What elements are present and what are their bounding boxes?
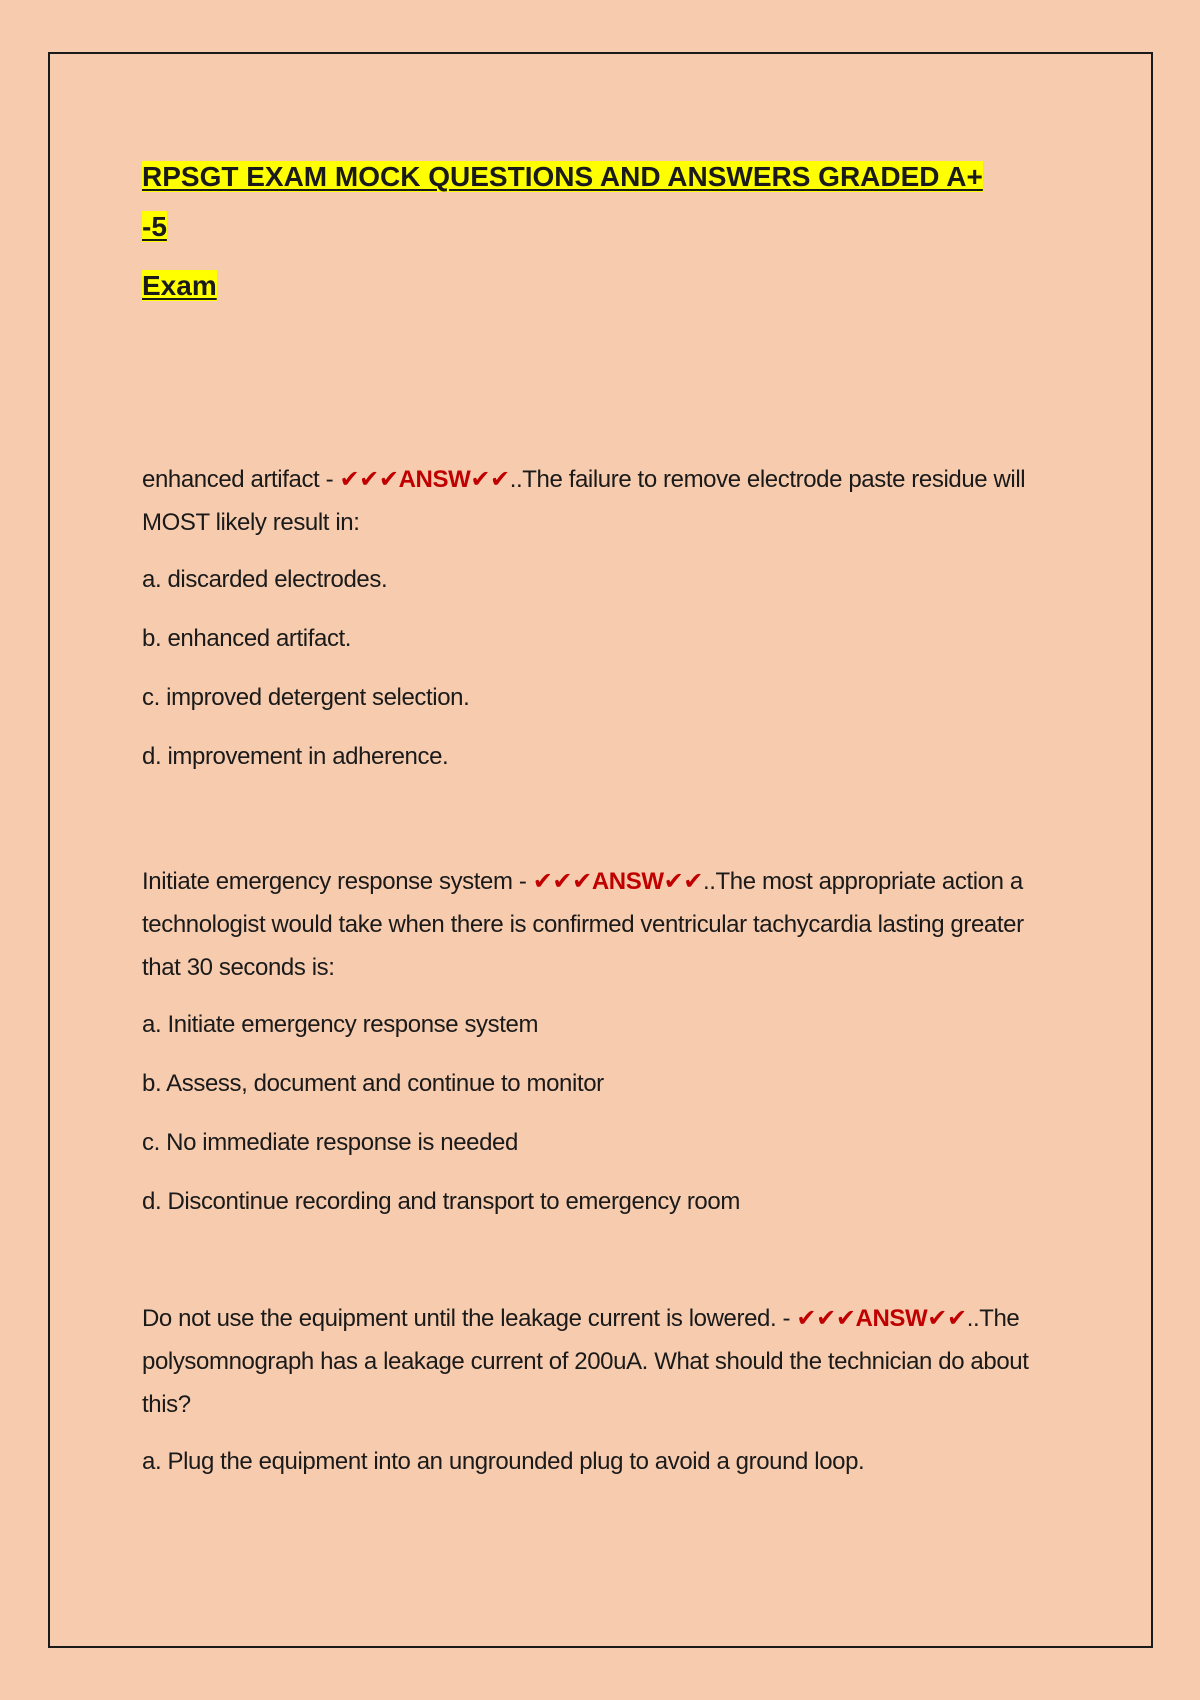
title-line-2: -5 [142, 211, 167, 242]
document-title [142, 152, 1062, 252]
option-item: d. improvement in adherence. [142, 743, 449, 770]
question-text [142, 860, 1062, 989]
question-block [142, 458, 1062, 778]
question-prompt: ..The failure to remove electrode paste residue will MOST likely result in: [142, 466, 1026, 536]
answer-marker: ✔✔✔ANSW✔✔ [796, 1305, 967, 1332]
question-prompt: ..The most appropriate action a technologist would take when there is confirmed ventricular tachycardia lasting greater that 30 seconds is: [142, 868, 1024, 981]
document-body [142, 152, 1062, 1483]
option-item: a. Plug the equipment into an ungrounded plug to avoid a ground loop. [142, 1448, 865, 1475]
subtitle-text: Exam [142, 270, 217, 301]
option-item: d. Discontinue recording and transport to emergency room [142, 1188, 740, 1215]
answer-text: Do not use the equipment until the leakage current is lowered. - [142, 1305, 797, 1332]
question-prompt: ..The polysomnograph has a leakage current of 200uA. What should the technician do about this? [142, 1305, 1029, 1418]
answer-text: Initiate emergency response system - [142, 868, 533, 895]
document-subtitle [142, 266, 1062, 306]
question-text [142, 1297, 1062, 1426]
option-item: c. No immediate response is needed [142, 1129, 518, 1156]
option-item: c. improved detergent selection. [142, 684, 470, 711]
answer-marker: ✔✔✔ANSW✔✔ [339, 466, 510, 493]
option-item: a. Initiate emergency response system [142, 1011, 539, 1038]
title-line-1: RPSGT EXAM MOCK QUESTIONS AND ANSWERS GRADED A+ [142, 161, 983, 192]
answer-text: enhanced artifact - [142, 466, 340, 493]
question-block [142, 1297, 1062, 1483]
question-block [142, 860, 1062, 1223]
answer-marker: ✔✔✔ANSW✔✔ [532, 868, 703, 895]
option-item: b. enhanced artifact. [142, 625, 352, 652]
question-text [142, 458, 1062, 544]
option-item: b. Assess, document and continue to monitor [142, 1070, 604, 1097]
option-item: a. discarded electrodes. [142, 566, 388, 593]
